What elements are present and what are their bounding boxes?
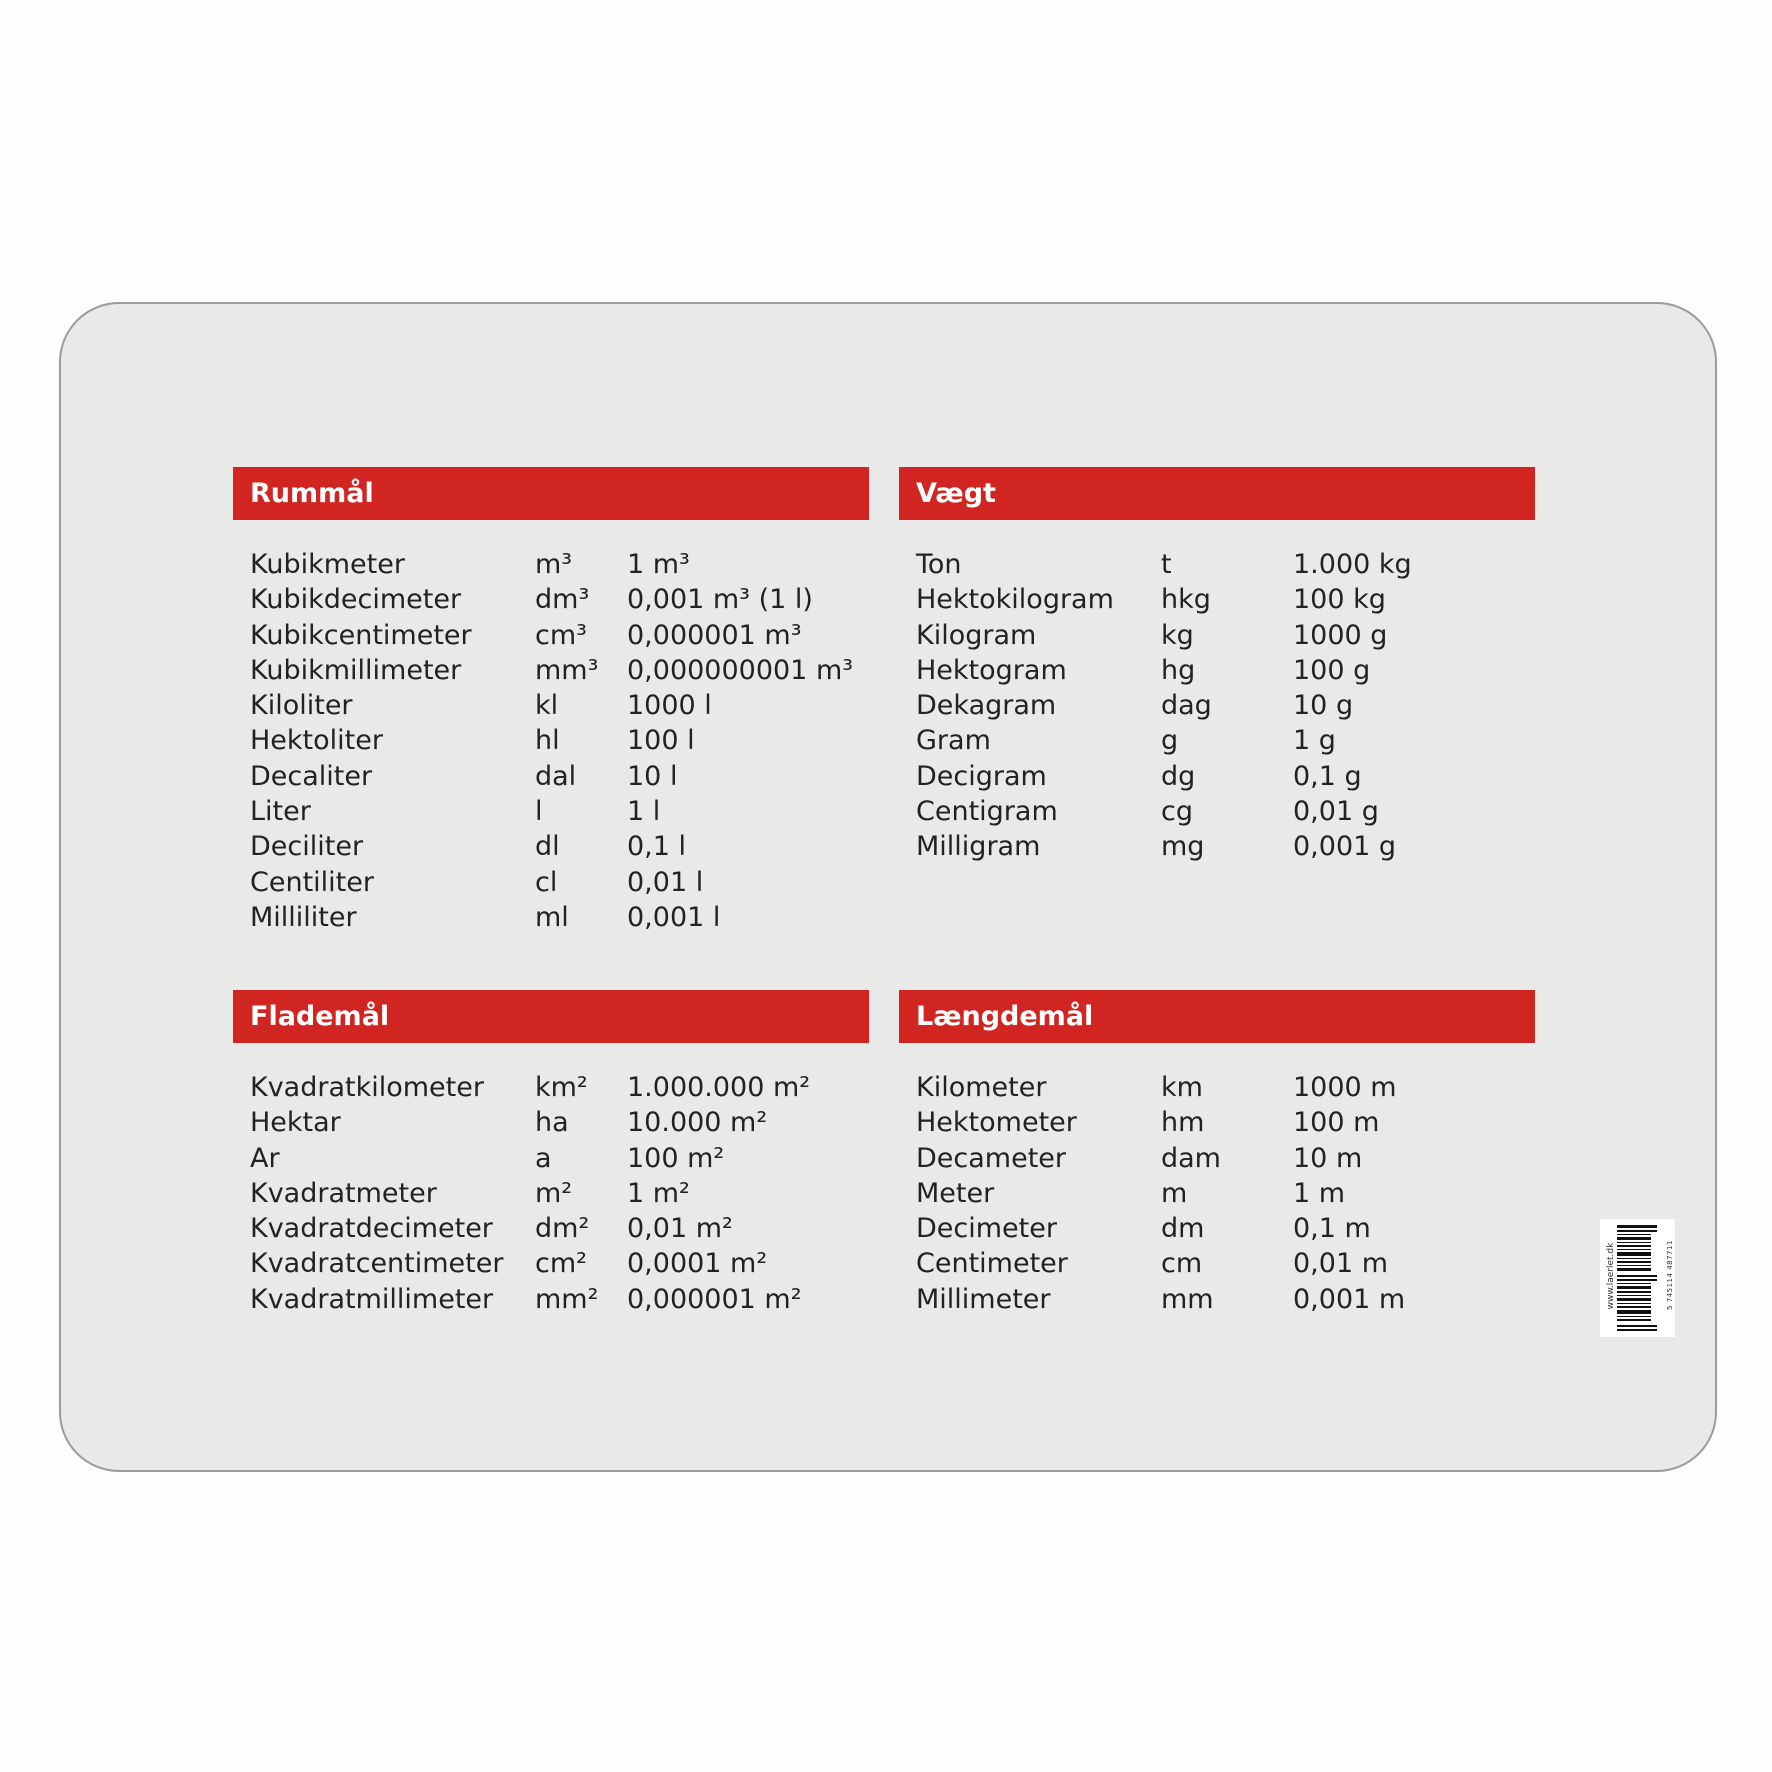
unit-name: Milliliter xyxy=(250,901,357,933)
unit-value: 1 l xyxy=(627,796,661,828)
unit-name: Decigram xyxy=(916,760,1047,792)
section-laengdemal xyxy=(899,990,1535,1317)
unit-symbol: t xyxy=(1161,549,1172,580)
unit-row xyxy=(899,1105,1535,1140)
unit-name: Kubikmeter xyxy=(250,549,405,580)
unit-row xyxy=(899,829,1535,864)
unit-symbol: cg xyxy=(1161,796,1193,828)
unit-row xyxy=(899,1211,1535,1246)
unit-symbol: hg xyxy=(1161,654,1196,686)
unit-list xyxy=(233,1070,869,1317)
unit-value: 1000 g xyxy=(1293,619,1388,651)
unit-value: 10.000 m² xyxy=(627,1107,768,1139)
unit-symbol: a xyxy=(535,1142,552,1174)
unit-value: 100 m xyxy=(1293,1107,1380,1139)
unit-row xyxy=(233,794,869,829)
unit-symbol: km xyxy=(1161,1072,1203,1103)
unit-name: Gram xyxy=(916,725,991,757)
unit-name: Hektokilogram xyxy=(916,584,1114,616)
unit-name: Decaliter xyxy=(250,760,373,792)
unit-name: Milligram xyxy=(916,831,1041,863)
unit-symbol: dag xyxy=(1161,690,1212,722)
section-title: Vægt xyxy=(899,467,1535,520)
unit-row xyxy=(899,794,1535,829)
section-vaegt xyxy=(899,467,1535,865)
unit-value: 1.000 kg xyxy=(1293,549,1412,580)
unit-value: 0,1 g xyxy=(1293,760,1362,792)
barcode-url: www.laerlet.dk xyxy=(1606,1242,1616,1310)
unit-symbol: cm³ xyxy=(535,619,587,651)
unit-row xyxy=(233,653,869,688)
unit-value: 0,001 m³ (1 l) xyxy=(627,584,813,616)
unit-row xyxy=(899,1141,1535,1176)
unit-value: 0,000001 m³ xyxy=(627,619,802,651)
unit-row xyxy=(233,759,869,794)
unit-symbol: hl xyxy=(535,725,560,757)
unit-value: 0,01 l xyxy=(627,866,704,898)
unit-symbol: km² xyxy=(535,1072,588,1103)
unit-name: Liter xyxy=(250,796,311,828)
unit-symbol: cm xyxy=(1161,1248,1203,1280)
unit-name: Centimeter xyxy=(916,1248,1068,1280)
unit-row xyxy=(233,1246,869,1281)
section-title: Længdemål xyxy=(899,990,1535,1043)
unit-row xyxy=(899,1070,1535,1105)
unit-row xyxy=(233,582,869,617)
unit-value: 100 g xyxy=(1293,654,1371,686)
unit-value: 0,1 m xyxy=(1293,1213,1371,1245)
unit-row xyxy=(233,1282,869,1317)
unit-symbol: dm xyxy=(1161,1213,1205,1245)
unit-name: Kiloliter xyxy=(250,690,353,722)
unit-symbol: cl xyxy=(535,866,558,898)
unit-row xyxy=(233,1105,869,1140)
unit-name: Hektoliter xyxy=(250,725,383,757)
unit-symbol: mm xyxy=(1161,1283,1214,1315)
unit-row xyxy=(233,1141,869,1176)
unit-symbol: hm xyxy=(1161,1107,1205,1139)
unit-row xyxy=(899,1176,1535,1211)
unit-list xyxy=(233,547,869,935)
section-title: Flademål xyxy=(233,990,869,1043)
unit-symbol: m² xyxy=(535,1177,573,1209)
unit-name: Deciliter xyxy=(250,831,364,863)
unit-name: Kubikcentimeter xyxy=(250,619,472,651)
unit-name: Kvadratkilometer xyxy=(250,1072,484,1103)
unit-row xyxy=(899,653,1535,688)
unit-list xyxy=(899,547,1535,865)
unit-value: 1 m² xyxy=(627,1177,690,1209)
unit-value: 100 m² xyxy=(627,1142,725,1174)
unit-list xyxy=(899,1070,1535,1317)
unit-value: 0,001 m xyxy=(1293,1283,1406,1315)
unit-symbol: l xyxy=(535,796,543,828)
unit-name: Kvadratdecimeter xyxy=(250,1213,493,1245)
unit-value: 1 m xyxy=(1293,1177,1346,1209)
unit-name: Dekagram xyxy=(916,690,1057,722)
barcode-number: 5 745114 487711 xyxy=(1666,1240,1674,1310)
unit-value: 0,001 g xyxy=(1293,831,1397,863)
unit-row xyxy=(233,547,869,582)
unit-name: Meter xyxy=(916,1177,995,1209)
unit-value: 1 g xyxy=(1293,725,1336,757)
unit-symbol: dam xyxy=(1161,1142,1221,1174)
unit-name: Decameter xyxy=(916,1142,1067,1174)
unit-symbol: dal xyxy=(535,760,577,792)
unit-value: 1 m³ xyxy=(627,549,690,580)
unit-value: 10 m xyxy=(1293,1142,1363,1174)
barcode-bars xyxy=(1617,1225,1657,1331)
unit-value: 0,000000001 m³ xyxy=(627,654,854,686)
unit-name: Hektometer xyxy=(916,1107,1077,1139)
unit-value: 10 l xyxy=(627,760,678,792)
unit-value: 0,000001 m² xyxy=(627,1283,802,1315)
unit-row xyxy=(899,723,1535,758)
unit-row xyxy=(233,829,869,864)
unit-symbol: dg xyxy=(1161,760,1196,792)
unit-name: Kubikmillimeter xyxy=(250,654,462,686)
unit-symbol: dl xyxy=(535,831,560,863)
unit-name: Kilometer xyxy=(916,1072,1047,1103)
unit-row xyxy=(899,582,1535,617)
unit-name: Ar xyxy=(250,1142,280,1174)
unit-row xyxy=(899,759,1535,794)
unit-row xyxy=(899,618,1535,653)
unit-row xyxy=(233,900,869,935)
unit-symbol: mm² xyxy=(535,1283,599,1315)
unit-symbol: mm³ xyxy=(535,654,599,686)
unit-value: 0,01 m xyxy=(1293,1248,1389,1280)
unit-value: 1000 l xyxy=(627,690,712,722)
unit-symbol: cm² xyxy=(535,1248,587,1280)
unit-name: Kvadratcentimeter xyxy=(250,1248,504,1280)
unit-row xyxy=(233,1176,869,1211)
section-rummal xyxy=(233,467,869,935)
unit-name: Hektar xyxy=(250,1107,341,1139)
unit-name: Centiliter xyxy=(250,866,374,898)
unit-symbol: mg xyxy=(1161,831,1205,863)
unit-row xyxy=(899,1282,1535,1317)
unit-value: 0,01 m² xyxy=(627,1213,733,1245)
unit-row xyxy=(899,688,1535,723)
unit-row xyxy=(233,1070,869,1105)
unit-name: Kubikdecimeter xyxy=(250,584,462,616)
unit-symbol: hkg xyxy=(1161,584,1211,616)
unit-symbol: kl xyxy=(535,690,559,722)
unit-value: 100 kg xyxy=(1293,584,1386,616)
unit-symbol: kg xyxy=(1161,619,1194,651)
unit-symbol: g xyxy=(1161,725,1179,757)
unit-row xyxy=(899,1246,1535,1281)
unit-name: Kvadratmillimeter xyxy=(250,1283,494,1315)
unit-row xyxy=(233,618,869,653)
unit-value: 0,1 l xyxy=(627,831,687,863)
unit-value: 0,0001 m² xyxy=(627,1248,768,1280)
unit-name: Ton xyxy=(916,549,962,580)
unit-name: Centigram xyxy=(916,796,1058,828)
unit-symbol: ml xyxy=(535,901,569,933)
unit-row xyxy=(233,1211,869,1246)
unit-row xyxy=(233,688,869,723)
unit-row xyxy=(233,723,869,758)
unit-symbol: ha xyxy=(535,1107,569,1139)
unit-name: Kvadratmeter xyxy=(250,1177,437,1209)
unit-value: 100 l xyxy=(627,725,695,757)
unit-row xyxy=(899,547,1535,582)
unit-name: Kilogram xyxy=(916,619,1037,651)
unit-value: 0,01 g xyxy=(1293,796,1379,828)
unit-symbol: m xyxy=(1161,1177,1188,1209)
unit-value: 10 g xyxy=(1293,690,1354,722)
unit-name: Decimeter xyxy=(916,1213,1057,1245)
unit-symbol: m³ xyxy=(535,549,573,580)
barcode xyxy=(1600,1219,1675,1337)
unit-name: Millimeter xyxy=(916,1283,1051,1315)
unit-value: 1000 m xyxy=(1293,1072,1397,1103)
unit-name: Hektogram xyxy=(916,654,1067,686)
unit-value: 0,001 l xyxy=(627,901,721,933)
section-flademal xyxy=(233,990,869,1317)
unit-row xyxy=(233,865,869,900)
unit-symbol: dm³ xyxy=(535,584,590,616)
section-title: Rummål xyxy=(233,467,869,520)
unit-value: 1.000.000 m² xyxy=(627,1072,811,1103)
unit-symbol: dm² xyxy=(535,1213,590,1245)
